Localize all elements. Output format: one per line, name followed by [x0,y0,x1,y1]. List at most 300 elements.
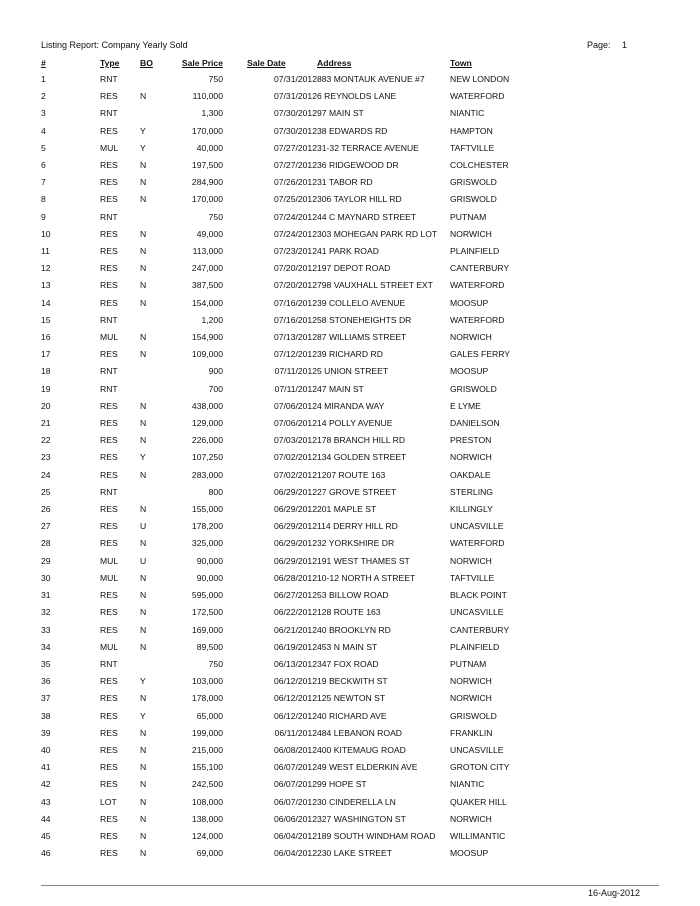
row-type: RES [100,91,118,102]
row-sale-price: 103,000 [191,676,223,687]
table-row [41,570,521,587]
report-title: Listing Report: Company Yearly Sold [41,40,188,50]
row-sale-date: 07/11/2012 [274,383,317,394]
row-town: PLAINFIELD [450,641,500,652]
row-number: 9 [41,211,46,222]
row-town: TAFTVILLE [450,572,495,583]
table-row [41,260,521,277]
row-bo: N [140,607,147,618]
row-bo: N [140,246,147,257]
row-type: RES [100,504,118,515]
row-address: 1207 ROUTE 163 [317,469,386,480]
page-label: Page: [587,40,611,50]
table-row [41,277,521,294]
row-sale-date: 06/21/2012 [273,624,317,635]
table-row [41,604,521,621]
row-sale-price: 109,000 [191,349,223,360]
row-type: RES [100,538,118,549]
row-bo [140,209,166,226]
row-address: 36 RIDGEWOOD DR [317,160,399,171]
row-address: 230 LAKE STREET [317,848,392,859]
row-bo: N [140,727,147,738]
row-bo [140,381,166,398]
row-type: RES [100,418,118,429]
column-header-sale-date: Sale Date [247,58,286,68]
table-row [41,725,521,742]
row-type: RNT [100,74,118,84]
row-bo: N [140,848,147,859]
row-address: 128 ROUTE 163 [317,607,381,618]
row-town: UNCASVILLE [450,521,504,532]
row-town: QUAKER HILL [450,796,507,807]
row-sale-date: 07/20/2012 [273,280,317,291]
row-sale-price: 197,500 [191,160,223,171]
row-number: 37 [41,693,51,704]
row-bo [140,484,166,501]
row-sale-price: 108,000 [191,796,223,807]
table-row [41,845,521,862]
row-address: 197 DEPOT ROAD [317,263,391,274]
row-town: WATERFORD [450,538,505,549]
row-type: RES [100,263,118,274]
listing-table [41,56,521,862]
row-sale-price: 172,500 [191,607,223,618]
table-row [41,690,521,707]
row-address: 31-32 TERRACE AVENUE [317,142,419,153]
row-sale-date: 07/24/2012 [273,211,317,222]
row-sale-price: 226,000 [191,435,223,446]
row-town: NORWICH [450,693,492,704]
row-bo: N [140,400,147,411]
table-row [41,71,521,88]
row-town: CANTERBURY [450,263,510,274]
row-type: LOT [100,796,117,807]
row-bo: N [140,813,147,824]
row-town: NORWICH [450,555,492,566]
column-header-town: Town [450,58,472,68]
table-row [41,243,521,260]
row-town: WATERFORD [450,91,505,102]
table-row [41,174,521,191]
table-row [41,432,521,449]
row-sale-price: 90,000 [196,555,223,566]
row-number: 1 [41,74,46,84]
row-number: 3 [41,108,46,119]
table-row [41,449,521,466]
column-header-sale-price: Sale Price [181,58,223,68]
row-sale-price: 65,000 [196,710,223,721]
row-address: 49 WEST ELDERKIN AVE [317,762,418,773]
row-sale-date: 06/04/2012 [273,830,317,841]
row-number: 23 [41,452,51,463]
row-type: RES [100,297,118,308]
row-sale-date: 06/28/2012 [273,572,317,583]
row-sale-date: 06/12/2012 [273,676,317,687]
row-bo: N [140,762,147,773]
row-sale-price: 107,250 [191,452,223,463]
row-address: 19 BECKWITH ST [317,676,388,687]
row-number: 10 [41,228,51,239]
row-town: HAMPTON [450,125,493,136]
row-sale-date: 07/24/2012 [273,228,317,239]
row-bo: Y [140,452,146,463]
row-number: 29 [41,555,51,566]
table-row [41,157,521,174]
row-type: MUL [100,142,119,153]
row-sale-price: 438,000 [191,400,223,411]
row-sale-price: 800 [208,486,223,497]
row-number: 46 [41,848,51,859]
row-sale-price: 900 [208,366,223,377]
row-address: 5 UNION STREET [317,366,389,377]
row-address: 58 STONEHEIGHTS DR [317,314,412,325]
row-address: 484 LEBANON ROAD [317,727,403,738]
table-row [41,363,521,380]
row-bo: N [140,504,147,515]
row-sale-price: 155,100 [191,762,223,773]
row-sale-price: 325,000 [191,538,223,549]
row-type: RES [100,762,118,773]
row-bo: N [140,693,147,704]
row-bo: N [140,177,147,188]
row-town: WATERFORD [450,314,505,325]
row-town: NORWICH [450,813,492,824]
row-number: 17 [41,349,51,360]
row-sale-date: 07/30/2012 [273,125,317,136]
row-bo: N [140,194,147,205]
table-row [41,759,521,776]
row-type: RES [100,624,118,635]
row-number: 19 [41,383,51,394]
row-number: 36 [41,676,51,687]
row-sale-date: 07/31/2012 [273,91,317,102]
row-sale-date: 07/16/2012 [273,297,317,308]
row-bo [140,656,166,673]
row-number: 4 [41,125,46,136]
row-bo: N [140,160,147,171]
row-type: MUL [100,555,119,566]
row-address: 14 POLLY AVENUE [317,418,393,429]
row-town: FRANKLIN [450,727,493,738]
row-bo: N [140,228,147,239]
row-sale-date: 06/12/2012 [273,710,317,721]
row-number: 7 [41,177,46,188]
row-number: 14 [41,297,51,308]
row-sale-price: 169,000 [191,624,223,635]
row-type: RES [100,676,118,687]
table-row [41,105,521,122]
row-sale-price: 178,000 [191,693,223,704]
row-sale-price: 113,000 [192,246,223,257]
row-sale-price: 750 [208,658,223,669]
row-sale-date: 06/13/2012 [273,658,317,669]
row-type: RES [100,693,118,704]
footer-divider [41,885,659,886]
row-number: 38 [41,710,51,721]
row-bo: N [140,641,147,652]
row-type: MUL [100,572,119,583]
row-sale-date: 07/23/2012 [273,246,317,257]
row-type: RES [100,830,118,841]
row-bo: N [140,538,147,549]
row-town: PUTNAM [450,211,487,222]
row-town: UNCASVILLE [450,607,504,618]
row-sale-date: 07/27/2012 [273,142,317,153]
row-sale-date: 06/27/2012 [273,590,317,601]
table-row [41,622,521,639]
row-address: 87 WILLIAMS STREET [317,332,407,343]
table-row [41,535,521,552]
row-town: KILLINGLY [450,504,493,515]
row-address: 53 BILLOW ROAD [317,590,389,601]
row-town: MOOSUP [450,848,489,859]
row-sale-price: 595,000 [191,590,223,601]
row-sale-price: 124,000 [191,830,223,841]
row-bo: N [140,830,147,841]
table-row [41,467,521,484]
row-address: 4 MIRANDA WAY [317,400,385,411]
row-number: 18 [41,366,51,377]
row-type: RES [100,228,118,239]
table-row [41,776,521,793]
row-sale-date: 07/11/2012 [274,366,317,377]
page-number: 1 [622,40,628,50]
row-type: RNT [100,108,118,119]
row-type: RES [100,813,118,824]
row-number: 2 [41,91,46,102]
table-row [41,88,521,105]
row-type: RES [100,435,118,446]
row-number: 8 [41,194,46,205]
row-sale-price: 110,000 [192,91,223,102]
row-type: RNT [100,314,118,325]
row-town: NIANTIC [450,108,485,119]
table-row [41,140,521,157]
column-header-address: Address [317,58,352,68]
row-address: 189 SOUTH WINDHAM ROAD [317,830,436,841]
row-type: RES [100,400,118,411]
row-address: 191 WEST THAMES ST [317,555,410,566]
row-address: 40 BROOKLYN RD [317,624,391,635]
row-sale-date: 06/29/2012 [273,486,317,497]
row-address: 39 RICHARD RD [317,349,383,360]
row-address: 39 COLLELO AVENUE [317,297,406,308]
row-town: MOOSUP [450,297,489,308]
row-sale-price: 750 [208,74,223,84]
row-type: RES [100,607,118,618]
row-number: 27 [41,521,51,532]
row-address: 798 VAUXHALL STREET EXT [317,280,433,291]
row-sale-price: 138,000 [191,813,223,824]
row-number: 22 [41,435,51,446]
column-header-number: # [41,58,46,68]
row-type: RES [100,160,118,171]
row-type: RES [100,349,118,360]
row-sale-date: 06/07/2012 [273,779,317,790]
row-type: RES [100,452,118,463]
row-number: 24 [41,469,51,480]
row-sale-date: 07/30/2012 [273,108,317,119]
row-sale-price: 155,000 [191,504,223,515]
row-address: 327 WASHINGTON ST [317,813,406,824]
row-town: MOOSUP [450,366,489,377]
row-town: NORWICH [450,228,492,239]
row-number: 16 [41,332,51,343]
row-number: 6 [41,160,46,171]
row-address: 97 MAIN ST [317,108,364,119]
row-bo [140,363,166,380]
row-town: GRISWOLD [450,194,497,205]
table-row [41,811,521,828]
row-sale-date: 07/13/2012 [273,332,317,343]
row-sale-price: 283,000 [191,469,223,480]
row-number: 34 [41,641,51,652]
row-sale-price: 242,500 [191,779,223,790]
row-address: 178 BRANCH HILL RD [317,435,406,446]
row-number: 41 [41,762,51,773]
column-header-type: Type [100,58,120,68]
row-bo: N [140,297,147,308]
row-sale-date: 07/02/2012 [273,469,317,480]
row-number: 33 [41,624,51,635]
row-address: 453 N MAIN ST [317,641,378,652]
row-number: 35 [41,658,51,669]
row-sale-date: 07/06/2012 [273,400,317,411]
row-address: 47 MAIN ST [317,383,364,394]
row-address: 10-12 NORTH A STREET [317,572,416,583]
row-number: 20 [41,400,51,411]
table-row [41,226,521,243]
row-number: 13 [41,280,51,291]
row-sale-price: 49,000 [196,228,223,239]
row-address: 306 TAYLOR HILL RD [317,194,402,205]
row-sale-price: 129,000 [191,418,223,429]
row-town: GALES FERRY [450,349,511,360]
row-sale-date: 07/03/2012 [273,435,317,446]
row-town: NEW LONDON [450,74,510,84]
table-row [41,209,521,226]
table-row [41,656,521,673]
row-sale-date: 06/08/2012 [273,744,317,755]
row-town: OAKDALE [450,469,491,480]
row-number: 40 [41,744,51,755]
row-bo: N [140,624,147,635]
row-sale-date: 07/20/2012 [273,263,317,274]
row-sale-price: 69,000 [196,848,223,859]
table-row [41,708,521,725]
row-number: 42 [41,779,51,790]
row-address: 41 PARK ROAD [317,246,379,257]
row-address: 44 C MAYNARD STREET [317,211,417,222]
row-town: PRESTON [450,435,492,446]
row-town: BLACK POINT [450,590,507,601]
table-row [41,295,521,312]
row-type: RNT [100,486,118,497]
row-town: GRISWOLD [450,177,497,188]
row-town: GROTON CITY [450,762,510,773]
row-town: DANIELSON [450,418,500,429]
row-type: RES [100,727,118,738]
row-address: 99 HOPE ST [317,779,367,790]
row-town: UNCASVILLE [450,744,504,755]
table-row [41,553,521,570]
column-header-bo: BO [140,58,153,68]
row-sale-price: 1,200 [201,314,223,325]
row-bo: N [140,332,147,343]
row-sale-price: 284,900 [191,177,223,188]
row-sale-price: 154,000 [191,297,223,308]
row-sale-date: 06/29/2012 [273,521,317,532]
row-address: 31 TABOR RD [317,177,373,188]
row-town: NORWICH [450,332,492,343]
row-type: RES [100,246,118,257]
row-sale-date: 06/22/2012 [273,607,317,618]
row-type: RNT [100,383,118,394]
row-address: 6 REYNOLDS LANE [317,91,397,102]
row-sale-date: 06/19/2012 [273,641,317,652]
row-sale-date: 06/12/2012 [273,693,317,704]
row-bo: Y [140,710,146,721]
row-type: RNT [100,366,118,377]
row-sale-date: 06/29/2012 [273,538,317,549]
row-address: 883 MONTAUK AVENUE #7 [317,74,425,84]
table-row [41,398,521,415]
row-sale-date: 07/16/2012 [273,314,317,325]
row-sale-date: 07/27/2012 [273,160,317,171]
row-town: STERLING [450,486,493,497]
row-sale-date: 06/11/2012 [274,727,317,738]
row-town: CANTERBURY [450,624,510,635]
row-sale-price: 90,000 [196,572,223,583]
row-town: COLCHESTER [450,160,509,171]
row-type: RNT [100,658,118,669]
row-type: RES [100,744,118,755]
row-type: RES [100,779,118,790]
footer-date: 16-Aug-2012 [588,888,641,898]
row-sale-date: 06/29/2012 [273,504,317,515]
row-address: 114 DERRY HILL RD [317,521,398,532]
row-bo [140,105,166,122]
row-sale-price: 215,000 [191,744,223,755]
row-bo: N [140,263,147,274]
row-sale-date: 07/25/2012 [273,194,317,205]
row-sale-price: 170,000 [191,194,223,205]
row-bo: Y [140,125,146,136]
table-row [41,673,521,690]
row-town: E LYME [450,400,481,411]
row-bo: N [140,779,147,790]
row-number: 21 [41,418,51,429]
row-type: RES [100,710,118,721]
row-type: RES [100,590,118,601]
row-town: GRISWOLD [450,710,497,721]
row-type: MUL [100,641,119,652]
row-address: 30 CINDERELLA LN [317,796,396,807]
row-bo: N [140,435,147,446]
row-town: TAFTVILLE [450,142,495,153]
table-row [41,312,521,329]
row-type: RES [100,125,118,136]
row-bo: N [140,349,147,360]
row-number: 39 [41,727,51,738]
row-number: 43 [41,796,51,807]
row-sale-price: 750 [208,211,223,222]
row-type: RES [100,521,118,532]
table-row [41,123,521,140]
row-type: RES [100,469,118,480]
row-number: 28 [41,538,51,549]
row-town: NORWICH [450,676,492,687]
